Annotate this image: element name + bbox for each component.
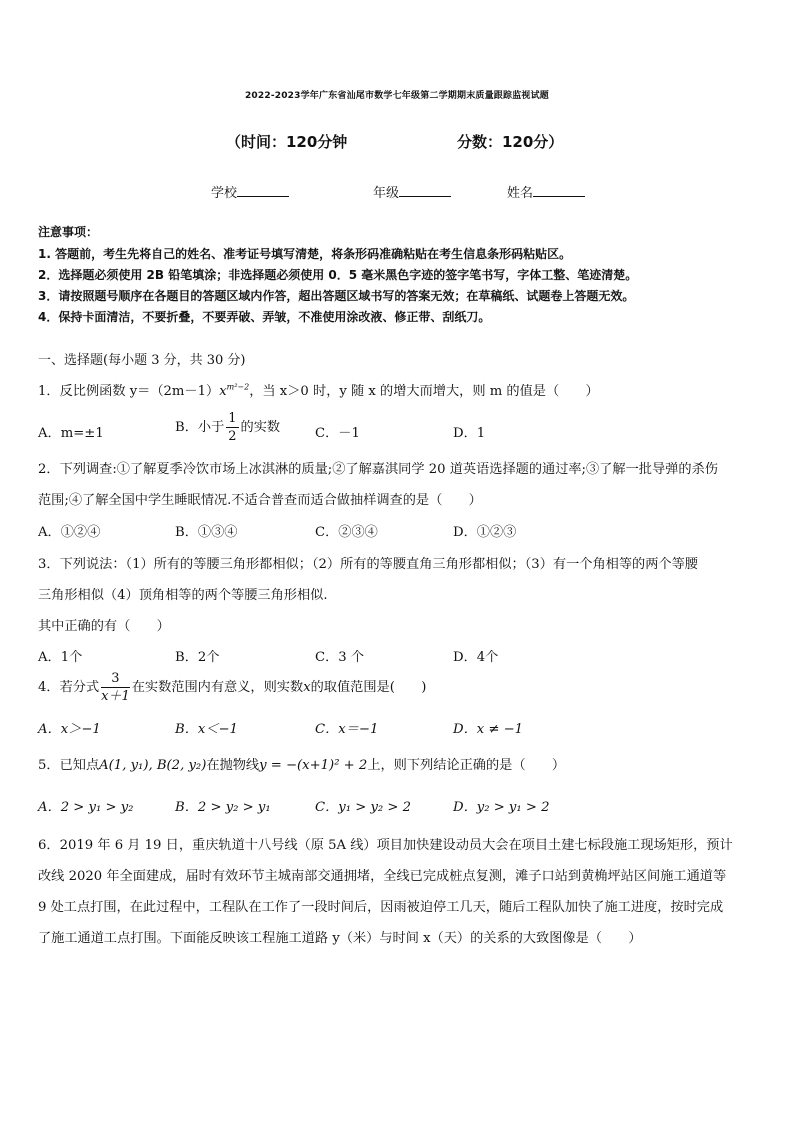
q5-option-d: D．y₂ > y₁ > 2 (453, 800, 550, 815)
section-heading: 一、选择题(每小题 3 分，共 30 分) (38, 353, 246, 368)
q5-option-c: C．y₁ > y₂ > 2 (315, 800, 412, 815)
fraction-denominator: 2 (228, 429, 237, 444)
exam-title: 2022-2023学年广东省汕尾市数学七年级第二学期期末质量跟踪监视试题 (244, 91, 550, 101)
note-item: 2．选择题必须使用 2B 铅笔填涂；非选择题必须使用 0．5 毫米黑色字迹的签字笔书写，字体工整、笔迹清楚。 (38, 268, 638, 282)
fraction (101, 672, 130, 703)
q3-option-b: B．2个 (175, 650, 220, 665)
q4-option-b: B．x＜−1 (175, 722, 238, 737)
q1-var: x (219, 384, 227, 399)
school-field (211, 182, 289, 201)
note-item: 3．请按照题号顺序在各题目的答题区域内作答，超出答题区域书写的答案无效；在草稿纸、试题卷上答题无效。 (38, 289, 635, 303)
q1-exponent: m²−2 (226, 382, 250, 392)
q1-option-b (175, 412, 280, 443)
q5-stem-part: 5．已知点 (38, 758, 100, 773)
q3-option-c: C．3 个 (315, 650, 365, 665)
q5-option-b: B．2 > y₂ > y₁ (175, 800, 271, 815)
q4-stem-part: 在实数范围内有意义，则实数 (131, 680, 304, 695)
question-3-line: 3．下列说法：（1）所有的等腰三角形都相似；（2）所有的等腰直角三角形都相似；（3）有一个角相等的两个等腰 (38, 557, 698, 572)
q3-option-a: A．1个 (38, 650, 83, 665)
fraction-denominator: x＋1 (101, 689, 130, 704)
q4-var: x (303, 680, 311, 695)
question-6-line: 了施工通道工点打围。下面能反映该工程施工道路 y（米）与时间 x（天）的关系的大致图像是（ ） (38, 931, 642, 946)
exam-score: 分数：120分） (457, 133, 564, 151)
q1-option-a: A．m=±1 (38, 426, 104, 441)
q2-option-b: B．①③④ (175, 525, 238, 540)
q2-option-c: C．②③④ (315, 525, 378, 540)
question-3-line: 三角形相似（4）顶角相等的两个等腰三角形相似. (38, 588, 328, 603)
note-item: 1. 答题前，考生先将自己的姓名、准考证号填写清楚，将条形码准确粘贴在考生信息条形码粘贴区。 (38, 247, 572, 261)
q1-option-b-pre: B．小于 (175, 420, 225, 435)
name-field (507, 182, 585, 201)
name-label: 姓名 (507, 186, 534, 201)
q2-option-a: A．①②④ (38, 525, 101, 540)
fraction-numerator: 1 (228, 411, 237, 426)
question-5-stem (38, 754, 565, 773)
question-6-line: 改线 2020 年全面建成，届时有效环节主城南部交通拥堵，全线已完成桩点复测，滩子口站到黄桷坪站区间施工通道等 (38, 869, 727, 884)
fraction-numerator: 3 (101, 672, 130, 688)
exam-time: （时间：120分钟 (226, 133, 348, 151)
q1-option-c: C．－1 (315, 426, 360, 441)
q2-option-d: D．①②③ (453, 525, 517, 540)
q1-stem-part: ，当 x＞0 时，y 随 x 的增大而增大，则 m 的值是（ ） (249, 384, 599, 399)
q4-stem-part: 的取值范围是( ) (310, 680, 427, 695)
q1-option-b-post: 的实数 (240, 420, 281, 435)
question-6-line: 9 处工点打围，在此过程中，工程队在工作了一段时间后，因雨被迫停工几天，随后工程队加快了施工进度，按时完成 (38, 900, 724, 915)
q1-stem-part: 1．反比例函数 y＝（2m－1） (38, 384, 220, 399)
q5-option-a: A．2 > y₁ > y₂ (38, 800, 134, 815)
q4-option-a: A．x＞−1 (38, 722, 101, 737)
grade-field (373, 182, 451, 201)
q4-stem-part: 4．若分式 (38, 680, 100, 695)
q5-equation: y = −(x+1)² + 2 (259, 758, 368, 773)
q5-stem-part: 在抛物线 (206, 758, 260, 773)
question-2-line: 范围;④了解全国中学生睡眠情况.不适合普查而适合做抽样调查的是（ ） (38, 493, 482, 508)
note-item: 4．保持卡面清洁，不要折叠，不要弄破、弄皱，不准使用涂改液、修正带、刮纸刀。 (38, 310, 491, 324)
q5-stem-part: 上，则下列结论正确的是（ ） (367, 758, 566, 773)
q4-option-c: C．x＝−1 (315, 722, 379, 737)
grade-label: 年级 (373, 186, 400, 201)
question-6-line: 6．2019 年 6 月 19 日，重庆轨道十八号线（原 5A 线）项目加快建设动员大会在项目土建七标段施工现场矩形，预计 (38, 838, 733, 853)
question-2-line: 2．下列调查:①了解夏季冷饮市场上冰淇淋的质量;②了解嘉淇同学 20 道英语选择题的通过率;③了解一批导弹的杀伤 (38, 462, 718, 477)
question-4-stem (38, 672, 426, 703)
question-1-stem (38, 380, 599, 399)
school-label: 学校 (211, 186, 238, 201)
q3-option-d: D．4个 (453, 650, 499, 665)
notes-heading: 注意事项： (38, 225, 99, 239)
q4-option-d: D．x ≠ −1 (453, 722, 524, 737)
q5-points: A(1, y₁), B(2, y₂) (99, 758, 207, 773)
question-3-line: 其中正确的有（ ） (38, 619, 170, 634)
fraction (226, 412, 238, 443)
q1-option-d: D．1 (453, 426, 486, 441)
